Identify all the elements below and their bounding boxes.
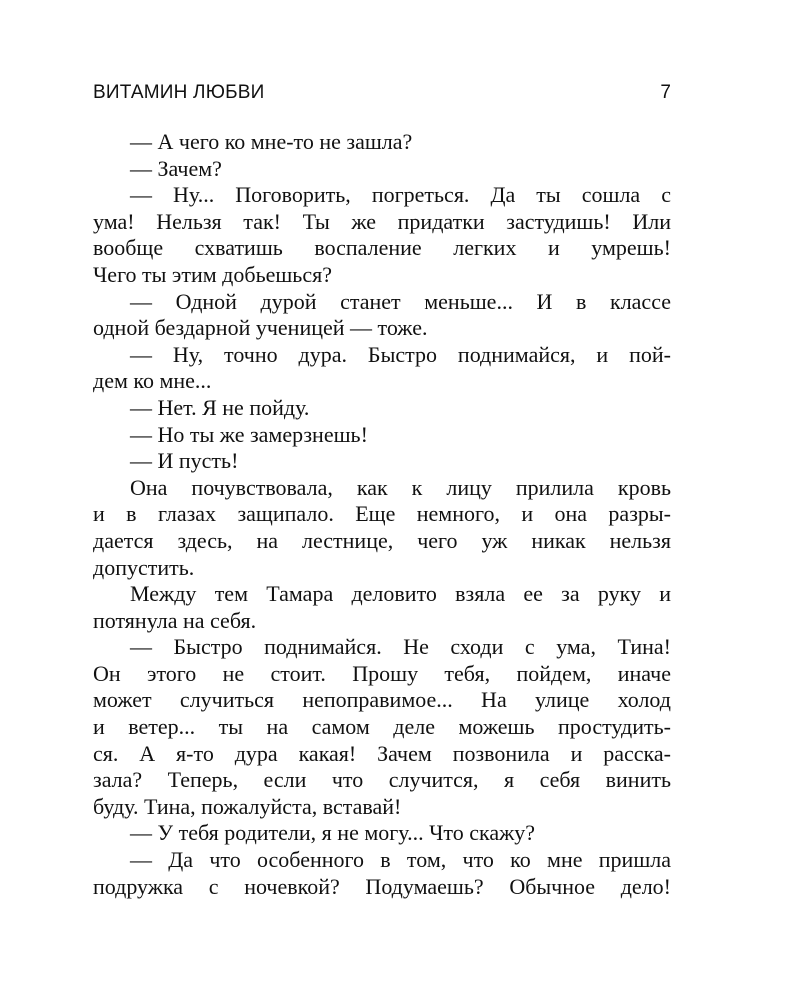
text-line: Между тем Тамара деловито взяла ее за руку и: [130, 581, 671, 607]
text-line: — Нет. Я не пойду.: [130, 394, 310, 420]
paragraph: [93, 634, 671, 820]
text-line: вообще схватишь воспаление легких и умрешь!: [93, 235, 671, 261]
text-line: может случиться непоправимое... На улице холод: [93, 687, 671, 713]
paragraph: [93, 820, 671, 847]
text-line: Он этого не стоит. Прошу тебя, пойдем, иначе: [93, 660, 671, 686]
text-line: — Ну, точно дура. Быстро поднимайся, и пой-: [130, 341, 671, 367]
text-line: — Но ты же замерзнешь!: [130, 421, 368, 447]
paragraph: [93, 289, 671, 342]
text-line: Чего ты этим добьешься?: [93, 261, 332, 287]
page-number: 7: [660, 82, 671, 103]
paragraph: [93, 581, 671, 634]
text-line: допустить.: [93, 554, 195, 580]
paragraph: [93, 422, 671, 449]
text-line: ума! Нельзя так! Ты же придатки застудишь! Или: [93, 208, 671, 234]
paragraph: [93, 395, 671, 422]
running-header: [93, 82, 671, 112]
text-line: Она почувствовала, как к лицу прилила кровь: [130, 474, 671, 500]
text-line: дается здесь, на лестнице, чего уж никак нельзя: [93, 527, 671, 553]
text-line: ся. А я-то дура какая! Зачем позвонила и расска-: [93, 740, 671, 766]
text-line: — Да что особенного в том, что ко мне пришла: [130, 847, 671, 873]
paragraph: [93, 129, 671, 156]
text-line: потянула на себя.: [93, 607, 257, 633]
running-title: ВИТАМИН ЛЮБВИ: [93, 82, 265, 103]
paragraph: [93, 448, 671, 475]
text-line: зала? Теперь, если что случится, я себя винить: [93, 767, 671, 793]
text-line: — Зачем?: [130, 155, 222, 181]
text-line: — Одной дурой станет меньше... И в классе: [130, 288, 671, 314]
text-line: и в глазах защипало. Еще немного, и она разры-: [93, 501, 671, 527]
paragraph: [93, 475, 671, 581]
text-line: — И пусть!: [130, 448, 239, 474]
text-line: дем ко мне...: [93, 368, 212, 394]
paragraph: [93, 342, 671, 395]
text-line: — Ну... Поговорить, погреться. Да ты сошла с: [130, 182, 671, 208]
text-line: буду. Тина, пожалуйста, вставай!: [93, 793, 402, 819]
text-line: — У тебя родители, я не могу... Что скажу?: [130, 820, 536, 846]
text-line: одной бездарной ученицей — тоже.: [93, 315, 428, 341]
text-line: — Быстро поднимайся. Не сходи с ума, Тина!: [130, 634, 671, 660]
paragraph: [93, 182, 671, 288]
paragraph: [93, 156, 671, 183]
body-text: [93, 129, 671, 900]
paragraph: [93, 847, 671, 900]
text-line: и ветер... ты на самом деле можешь простудить-: [93, 714, 671, 740]
text-line: — А чего ко мне-то не зашла?: [130, 129, 413, 154]
text-line: подружка с ночевкой? Подумаешь? Обычное дело!: [93, 873, 671, 899]
